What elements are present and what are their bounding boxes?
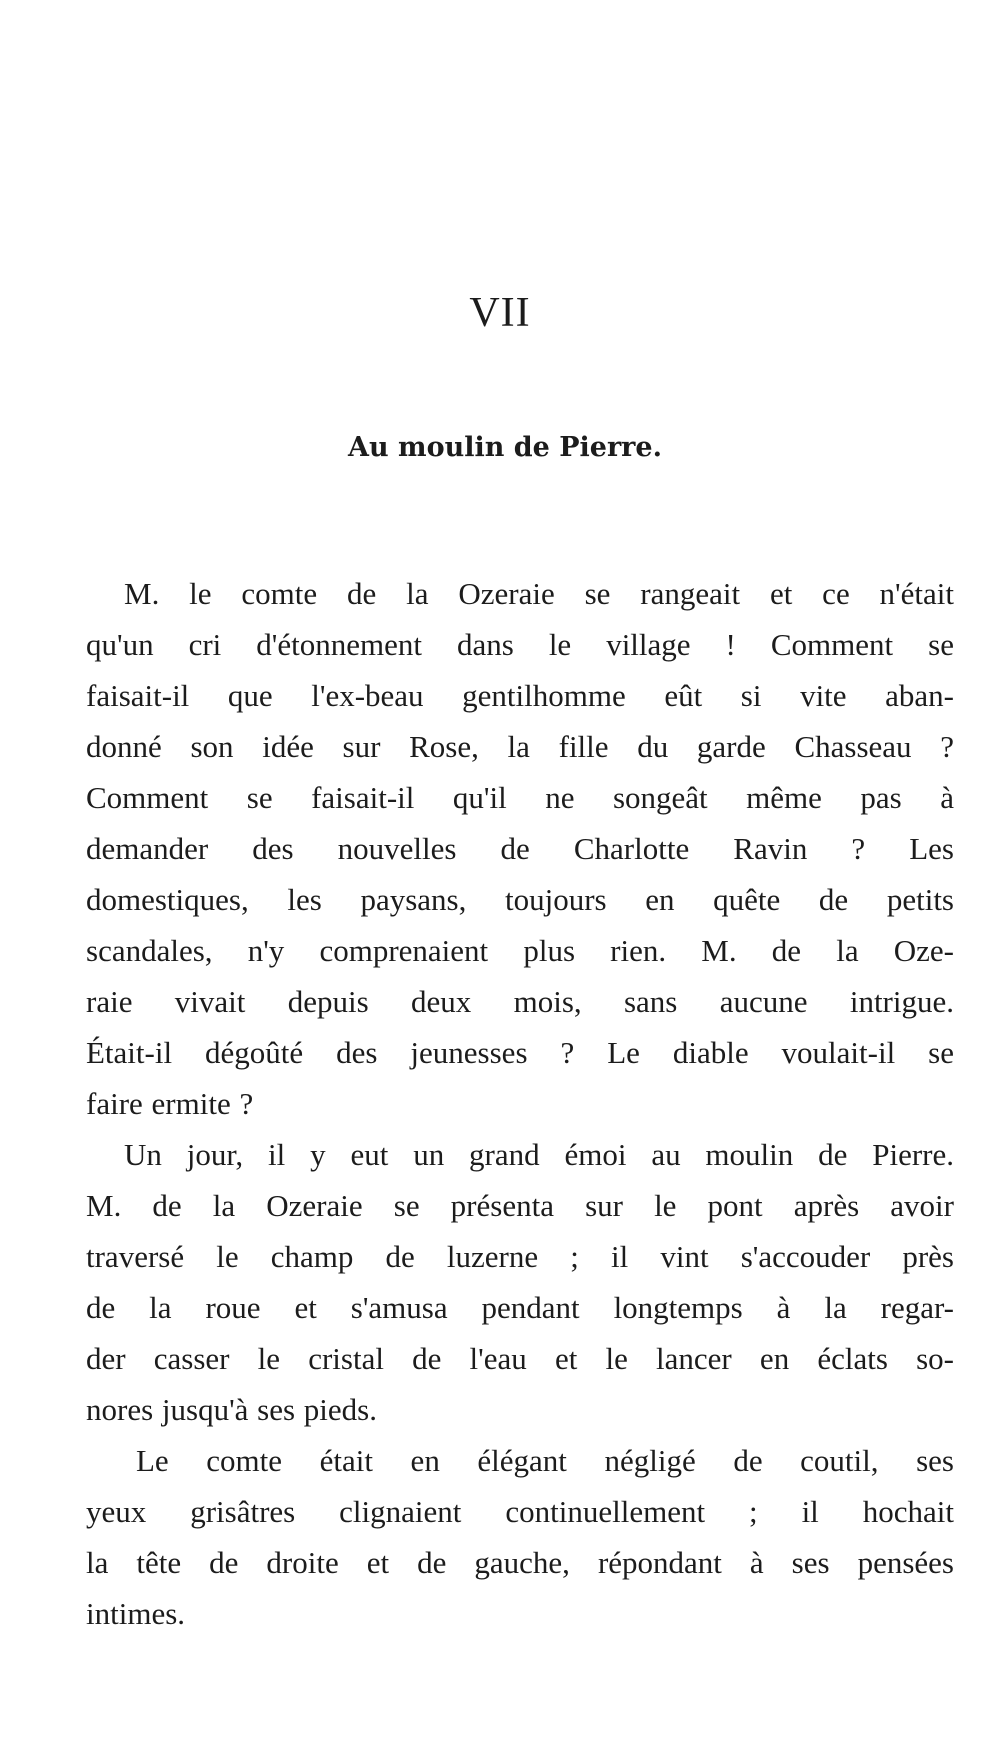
text-line: demander des nouvelles de Charlotte Ravin ? Les (86, 831, 954, 866)
chapter-title: Au moulin de Pierre. (348, 432, 662, 463)
text-line: nores jusqu'à ses pieds. (86, 1392, 377, 1427)
text-line: yeux grisâtres clignaient continuellement ; il hochait (86, 1494, 954, 1529)
text-line: Était-il dégoûté des jeunesses ? Le diable voulait-il se (86, 1035, 954, 1070)
text-line: domestiques, les paysans, toujours en quête de petits (86, 882, 954, 917)
text-line: Comment se faisait-il qu'il ne songeât même pas à (86, 780, 954, 815)
text-line: de la roue et s'amusa pendant longtemps à la regar- (86, 1290, 954, 1325)
text-line: Un jour, il y eut un grand émoi au moulin de Pierre. (124, 1137, 954, 1172)
text-line: la tête de droite et de gauche, répondant à ses pensées (86, 1545, 954, 1580)
paragraph (86, 1129, 954, 1435)
text-line: intimes. (86, 1596, 186, 1631)
text-line: faire ermite ? (86, 1086, 254, 1121)
text-line: traversé le champ de luzerne ; il vint s'accouder près (86, 1239, 954, 1274)
text-line: der casser le cristal de l'eau et le lancer en éclats so- (86, 1341, 954, 1376)
text-line: qu'un cri d'étonnement dans le village ! Comment se (86, 627, 954, 662)
text-line: Le comte était en élégant négligé de coutil, ses (136, 1443, 954, 1478)
text-line: scandales, n'y comprenaient plus rien. M. de la Oze- (86, 933, 954, 968)
text-line: raie vivait depuis deux mois, sans aucune intrigue. (86, 984, 954, 1019)
paragraph (86, 568, 954, 1129)
text-line: faisait-il que l'ex-beau gentilhomme eût si vite aban- (86, 678, 954, 713)
text-line: M. de la Ozeraie se présenta sur le pont après avoir (86, 1188, 954, 1223)
text-line: M. le comte de la Ozeraie se rangeait et ce n'était (124, 576, 954, 611)
text-line: donné son idée sur Rose, la fille du garde Chasseau ? (86, 729, 954, 764)
chapter-body (86, 568, 954, 1639)
paragraph (86, 1435, 954, 1639)
chapter-number: VII (469, 290, 531, 336)
